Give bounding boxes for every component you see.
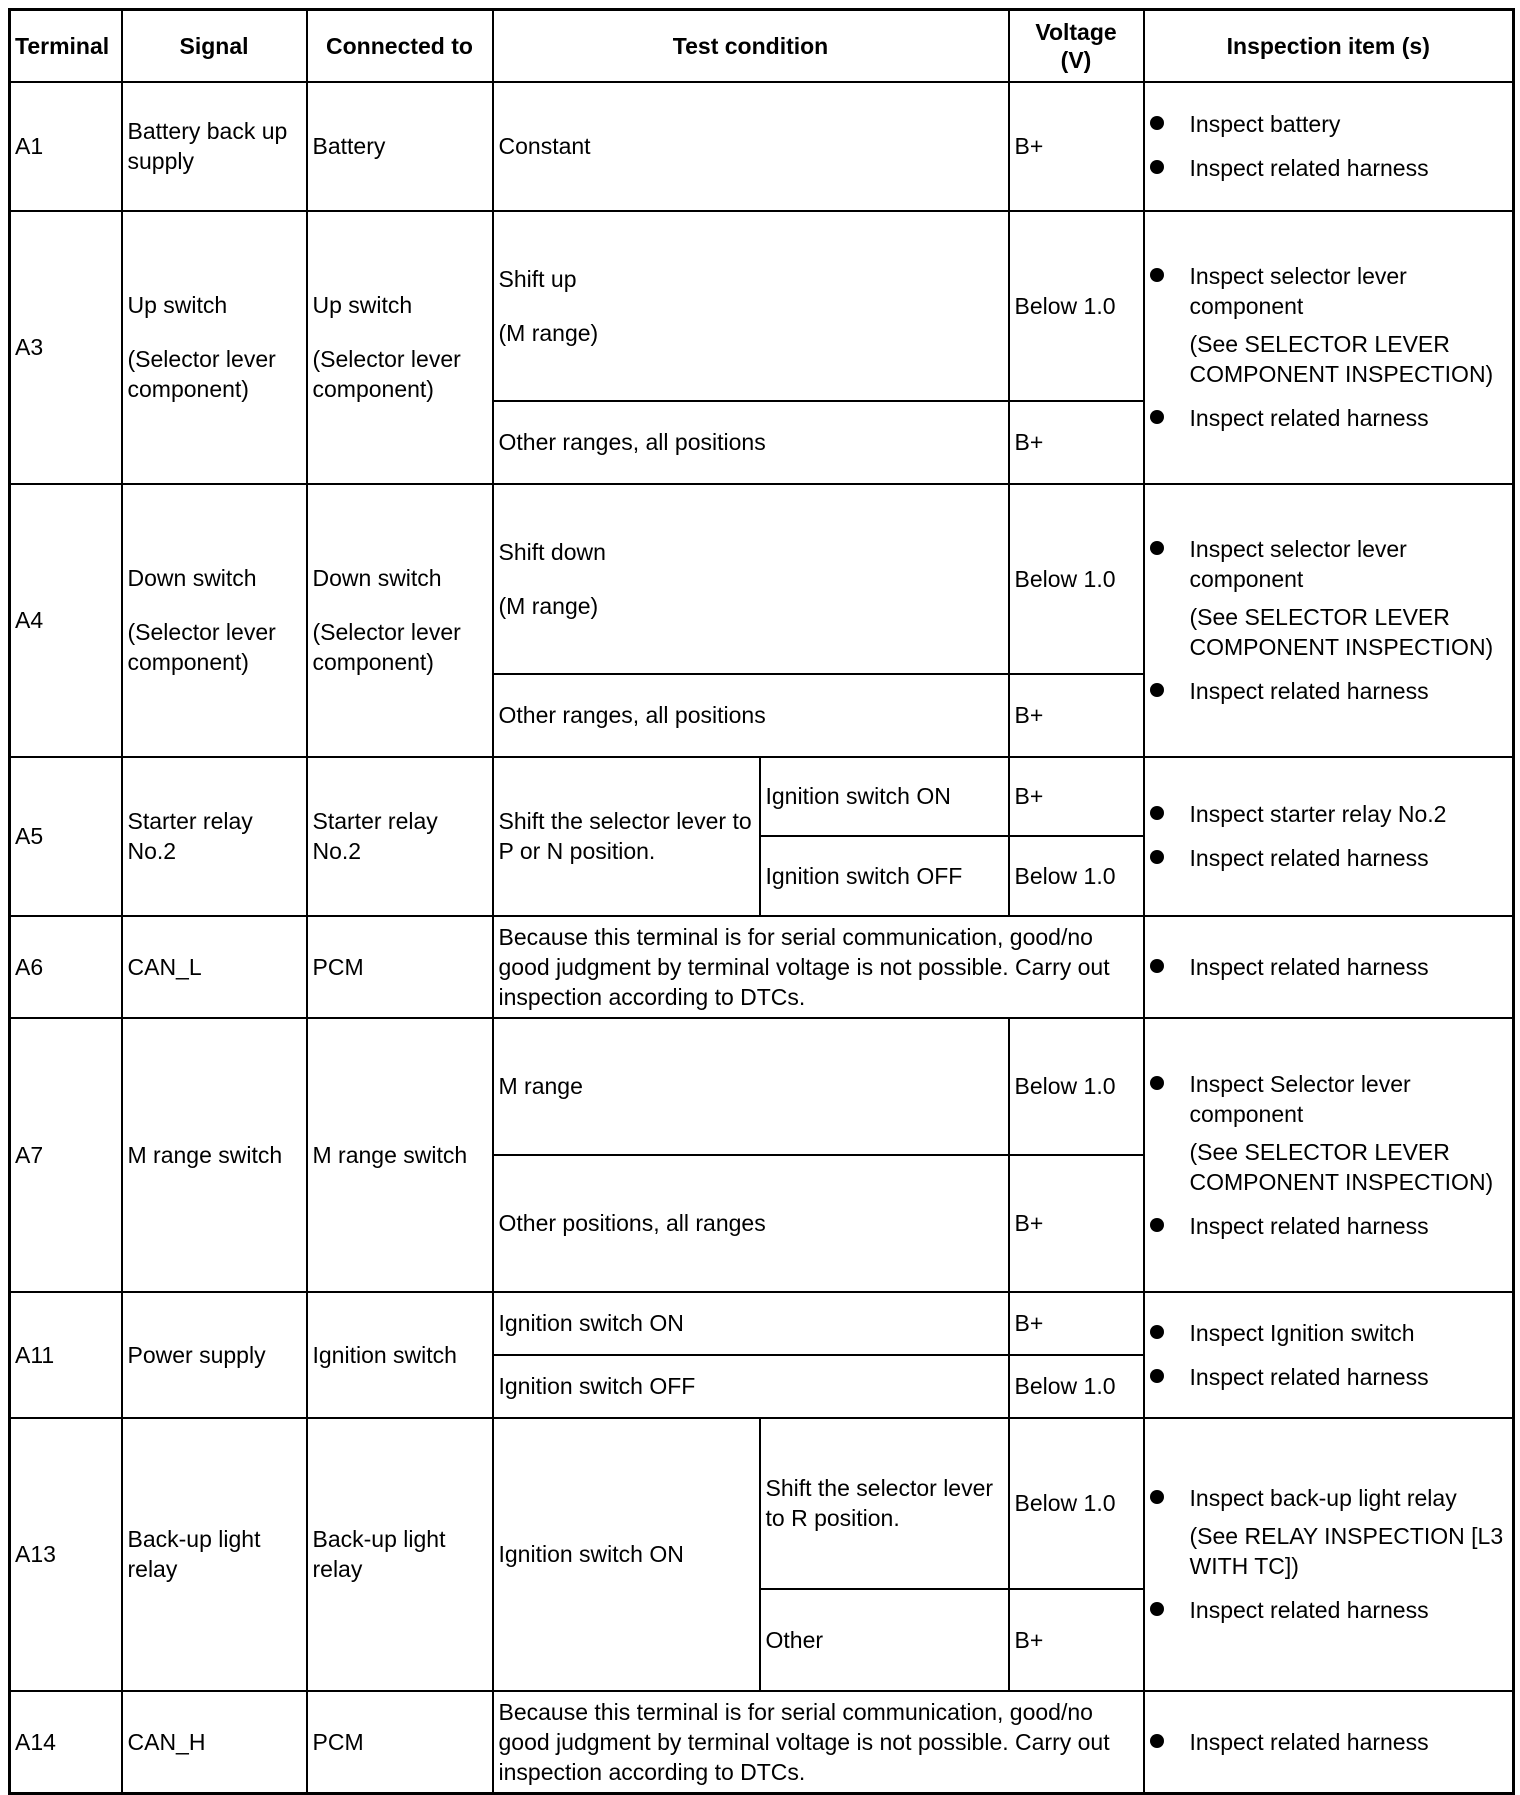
- table-row-a5: [10, 757, 1514, 836]
- bullet-icon: [1150, 541, 1164, 555]
- terminal-voltage-table: [8, 8, 1515, 1795]
- inspection-note: (See RELAY INSPECTION [L3 WITH TC]): [1189, 1523, 1504, 1579]
- inspection-item: Inspect related harness: [1150, 676, 1508, 706]
- inspection-item: Inspect related harness: [1150, 1362, 1508, 1392]
- condition-cell: Other ranges, all positions: [493, 674, 1009, 757]
- voltage-cell: B+: [1009, 674, 1144, 757]
- table-row-a7: [10, 1018, 1514, 1155]
- signal-cell: Power supply: [122, 1292, 307, 1418]
- sub-condition-cell: Ignition switch OFF: [760, 836, 1009, 916]
- inspection-cell: [1144, 82, 1514, 211]
- condition-cell: Because this terminal is for serial communication, good/no good judgment by terminal voltage is not possible. Carry out inspection according to DTCs.: [493, 1691, 1144, 1794]
- terminal-cell: A5: [10, 757, 122, 916]
- condition-cell: Shift the selector lever to P or N position.: [493, 757, 760, 916]
- voltage-cell: B+: [1009, 1292, 1144, 1355]
- signal-cell: CAN_L: [122, 916, 307, 1018]
- voltage-cell: Below 1.0: [1009, 484, 1144, 674]
- inspection-note: (See SELECTOR LEVER COMPONENT INSPECTION): [1189, 1138, 1494, 1195]
- inspection-note: (See SELECTOR LEVER COMPONENT INSPECTION): [1189, 331, 1494, 387]
- inspection-note: (See SELECTOR LEVER COMPONENT INSPECTION): [1189, 604, 1494, 660]
- inspection-cell: [1144, 211, 1514, 484]
- inspection-item: Inspect related harness: [1150, 843, 1508, 873]
- table-row-a6: [10, 916, 1514, 1018]
- header-test-condition: Test condition: [493, 10, 1009, 82]
- inspection-cell: [1144, 757, 1514, 916]
- inspection-item: Inspect related harness: [1150, 952, 1508, 982]
- signal-cell: Up switch (Selector lever component): [122, 211, 307, 484]
- voltage-cell: Below 1.0: [1009, 1355, 1144, 1418]
- bullet-icon: [1150, 1369, 1164, 1383]
- table-row-a13: [10, 1418, 1514, 1589]
- bullet-icon: [1150, 268, 1164, 282]
- sub-condition-cell: Ignition switch ON: [760, 757, 1009, 836]
- condition-cell: Constant: [493, 82, 1009, 211]
- condition-cell: Because this terminal is for serial communication, good/no good judgment by terminal voltage is not possible. Carry out inspection according to DTCs.: [493, 916, 1144, 1018]
- header-row: [10, 10, 1514, 82]
- inspection-item: Inspect Selector lever component (See SELECTOR LEVER COMPONENT INSPECTION): [1150, 1069, 1508, 1197]
- connected-cell: Down switch (Selector lever component): [307, 484, 493, 757]
- condition-cell: Ignition switch ON: [493, 1292, 1009, 1355]
- condition-cell: M range: [493, 1018, 1009, 1155]
- inspection-item: Inspect related harness: [1150, 1595, 1508, 1625]
- header-voltage-label: Voltage: [1035, 18, 1117, 45]
- voltage-cell: B+: [1009, 757, 1144, 836]
- bullet-icon: [1150, 1490, 1164, 1504]
- inspection-item: Inspect related harness: [1150, 1211, 1508, 1241]
- header-voltage: [1009, 10, 1144, 82]
- condition-cell: Ignition switch ON: [493, 1418, 760, 1691]
- connected-cell: Battery: [307, 82, 493, 211]
- terminal-cell: A7: [10, 1018, 122, 1292]
- bullet-icon: [1150, 410, 1164, 424]
- connected-cell: Up switch (Selector lever component): [307, 211, 493, 484]
- voltage-cell: B+: [1009, 401, 1144, 484]
- inspection-cell: [1144, 916, 1514, 1018]
- voltage-cell: B+: [1009, 1155, 1144, 1292]
- sub-condition-cell: Other: [760, 1589, 1009, 1691]
- terminal-cell: A13: [10, 1418, 122, 1691]
- voltage-cell: Below 1.0: [1009, 1018, 1144, 1155]
- table-row-a11: [10, 1292, 1514, 1355]
- signal-cell: M range switch: [122, 1018, 307, 1292]
- table-row-a14: [10, 1691, 1514, 1794]
- connected-cell: Ignition switch: [307, 1292, 493, 1418]
- sub-condition-cell: Shift the selector lever to R position.: [760, 1418, 1009, 1589]
- inspection-item: Inspect back-up light relay (See RELAY INSPECTION [L3 WITH TC]): [1150, 1483, 1508, 1581]
- terminal-cell: A1: [10, 82, 122, 211]
- header-voltage-unit: (V): [1060, 46, 1092, 73]
- condition-cell: Shift down (M range): [493, 484, 1009, 674]
- voltage-cell: Below 1.0: [1009, 836, 1144, 916]
- inspection-item: Inspect battery: [1150, 109, 1508, 139]
- condition-cell: Shift up (M range): [493, 211, 1009, 401]
- condition-cell: Ignition switch OFF: [493, 1355, 1009, 1418]
- voltage-cell: B+: [1009, 1589, 1144, 1691]
- inspection-item: Inspect related harness: [1150, 1727, 1508, 1757]
- terminal-inspection-sheet: [8, 8, 1512, 1783]
- bullet-icon: [1150, 683, 1164, 697]
- bullet-icon: [1150, 850, 1164, 864]
- condition-cell: Other ranges, all positions: [493, 401, 1009, 484]
- bullet-icon: [1150, 1076, 1164, 1090]
- inspection-item: Inspect starter relay No.2: [1150, 799, 1508, 829]
- bullet-icon: [1150, 1734, 1164, 1748]
- bullet-icon: [1150, 160, 1164, 174]
- voltage-cell: Below 1.0: [1009, 1418, 1144, 1589]
- bullet-icon: [1150, 959, 1164, 973]
- terminal-cell: A4: [10, 484, 122, 757]
- terminal-cell: A3: [10, 211, 122, 484]
- inspection-cell: [1144, 1418, 1514, 1691]
- table-row-a3: [10, 211, 1514, 401]
- condition-cell: Other positions, all ranges: [493, 1155, 1009, 1292]
- signal-cell: Down switch (Selector lever component): [122, 484, 307, 757]
- connected-cell: M range switch: [307, 1018, 493, 1292]
- inspection-item: Inspect selector lever component (See SELECTOR LEVER COMPONENT INSPECTION): [1150, 261, 1508, 389]
- inspection-item: Inspect selector lever component (See SELECTOR LEVER COMPONENT INSPECTION): [1150, 534, 1508, 662]
- bullet-icon: [1150, 116, 1164, 130]
- bullet-icon: [1150, 806, 1164, 820]
- bullet-icon: [1150, 1218, 1164, 1232]
- header-inspection-items: Inspection item (s): [1144, 10, 1514, 82]
- terminal-cell: A6: [10, 916, 122, 1018]
- signal-cell: Battery back up supply: [122, 82, 307, 211]
- inspection-cell: [1144, 484, 1514, 757]
- inspection-cell: [1144, 1292, 1514, 1418]
- inspection-item: Inspect Ignition switch: [1150, 1318, 1508, 1348]
- header-terminal: Terminal: [10, 10, 122, 82]
- terminal-cell: A11: [10, 1292, 122, 1418]
- signal-cell: CAN_H: [122, 1691, 307, 1794]
- voltage-cell: B+: [1009, 82, 1144, 211]
- inspection-cell: [1144, 1018, 1514, 1292]
- connected-cell: Back-up light relay: [307, 1418, 493, 1691]
- header-connected-to: Connected to: [307, 10, 493, 82]
- signal-cell: Starter relay No.2: [122, 757, 307, 916]
- inspection-item: Inspect related harness: [1150, 153, 1508, 183]
- inspection-cell: [1144, 1691, 1514, 1794]
- connected-cell: PCM: [307, 1691, 493, 1794]
- table-row-a4: [10, 484, 1514, 674]
- bullet-icon: [1150, 1602, 1164, 1616]
- connected-cell: Starter relay No.2: [307, 757, 493, 916]
- bullet-icon: [1150, 1325, 1164, 1339]
- header-signal: Signal: [122, 10, 307, 82]
- inspection-item: Inspect related harness: [1150, 403, 1508, 433]
- terminal-cell: A14: [10, 1691, 122, 1794]
- voltage-cell: Below 1.0: [1009, 211, 1144, 401]
- table-row-a1: [10, 82, 1514, 211]
- signal-cell: Back-up light relay: [122, 1418, 307, 1691]
- connected-cell: PCM: [307, 916, 493, 1018]
